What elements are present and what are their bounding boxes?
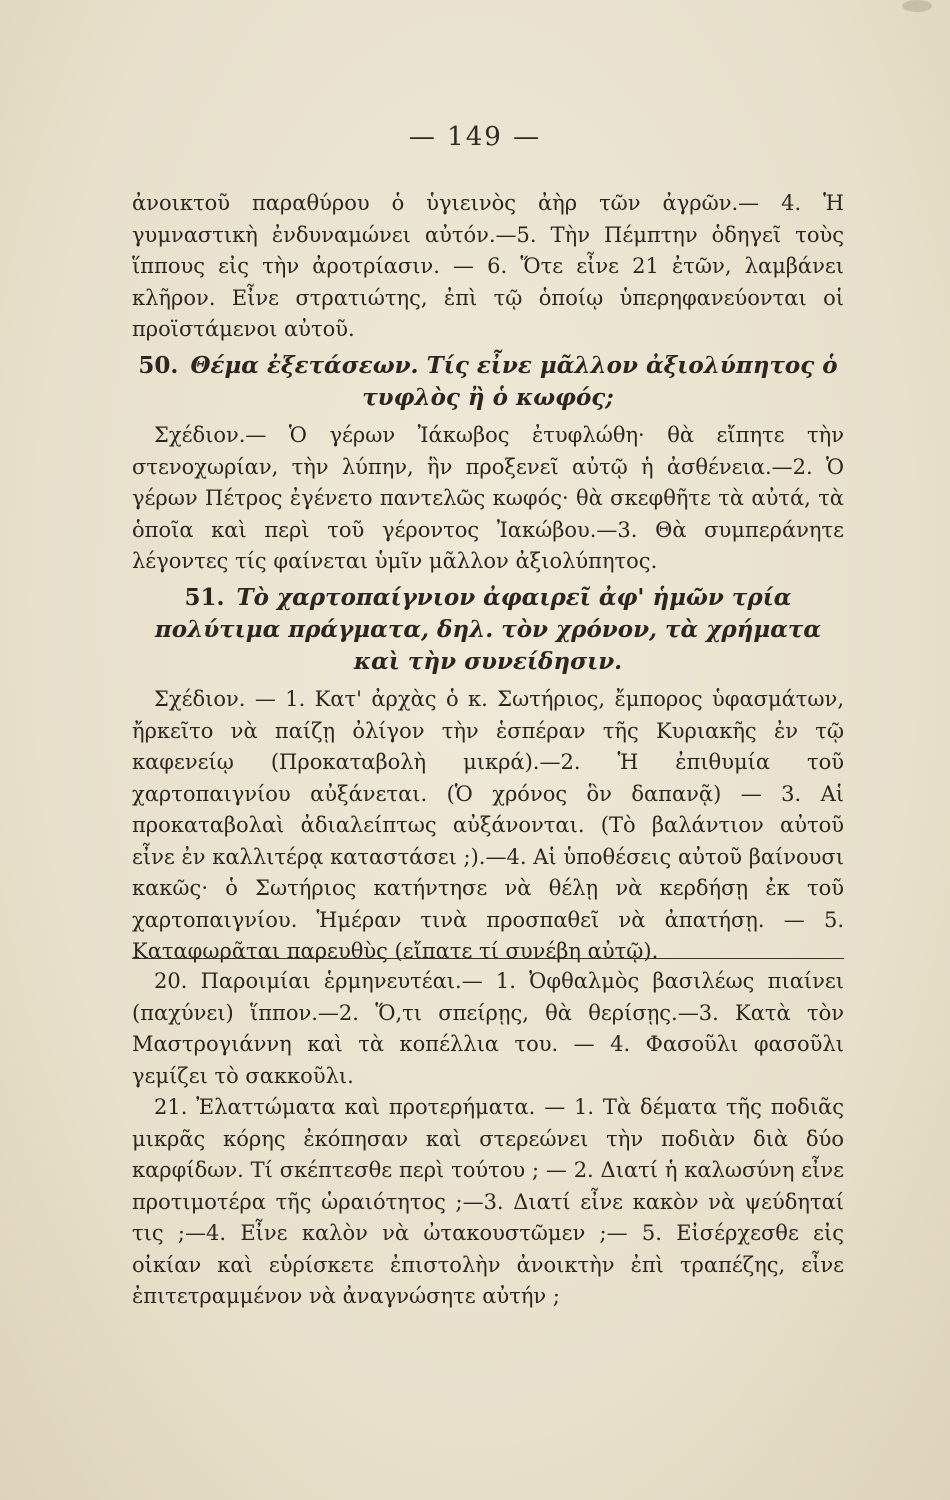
answers-block [132,966,844,1313]
section-number: 50. [138,352,179,379]
section-title: Θέμα ἐξετάσεων. Τίς εἶνε μᾶλλον ἀξιολύπητος ὁ τυφλὸς ἢ ὁ κωφός; [190,352,838,411]
section-divider [132,958,844,959]
section-title: Τὸ χαρτοπαίγνιον ἀφαιρεῖ ἀφ' ἡμῶν τρία πολύτιμα πράγματα, δηλ. τὸν χρόνον, τὰ χρήματα καὶ τὴν συνείδησιν. [154,584,822,675]
answer-paragraph: 21. Ἐλαττώματα καὶ προτερήματα. — 1. Τὰ δέματα τῆς ποδιᾶς μικρᾶς κόρης ἐκόπησαν καὶ στερεώνει τὴν ποδιὰν διὰ δύο καρφίδων. Τί σκέπτεσθε περὶ τούτου ; — 2. Διατί ἡ καλωσύνη εἶνε προτιμοτέρα τῆς ὡραιότητος ;—3. Διατί εἶνε κακὸν νὰ ψεύδηταί τις ;—4. Εἶνε καλὸν νὰ ὠτακουστῶμεν ;— 5. Εἰσέρχεσθε εἰς οἰκίαν καὶ εὑρίσκετε ἐπιστολὴν ἀνοικτὴν ἐπὶ τραπέζης, εἶνε ἐπιτετραμμένον νὰ ἀναγνώσητε αὐτήν ; [132,1095,844,1308]
section-heading [132,582,844,678]
section-heading [132,350,844,414]
paper-stain [902,0,932,12]
section-body: Σχέδιον. — 1. Κατ' ἀρχὰς ὁ κ. Σωτήριος, ἔμπορος ὑφασμάτων, ἤρκεῖτο νὰ παίζῃ ὀλίγον τὴν ἑσπέραν τῆς Κυριακῆς ἐν τῷ καφενείῳ (Προκαταβολὴ μικρά).—2. Ἡ ἐπιθυμία τοῦ χαρτοπαιγνίου αὐξάνεται. (Ὁ χρόνος ὃν δαπανᾷ) — 3. Αἱ προκαταβολαὶ ἀδιαλείπτως αὐξάνονται. (Τὸ βαλάντιον αὐτοῦ εἶνε ἐν καλλιτέρᾳ καταστάσει ;).—4. Αἱ ὑποθέσεις αὐτοῦ βαίνουσι κακῶς· ὁ Σωτήριος κατήντησε νὰ θέλῃ νὰ κερδήσῃ ἐκ τοῦ χαρτοπαιγνίου. Ἡμέραν τινὰ προσπαθεῖ νὰ ἀπατήσῃ. — 5. Καταφωρᾶται παρευθὺς (εἴπατε τί συνέβη αὐτῷ). [132,687,844,963]
intro-paragraph-block [132,188,844,346]
section-51 [132,582,844,968]
answer-paragraph: 20. Παροιμίαι ἑρμηνευτέαι.— 1. Ὀφθαλμὸς βασιλέως πιαίνει (παχύνει) ἵππον.—2. Ὅ,τι σπείρῃς, θὰ θερίσῃς.—3. Κατὰ τὸν Μαστρογιάννη καὶ τὰ κοπέλλια του. — 4. Φασοῦλι φασοῦλι γεμίζει τὸ σακκοῦλι. [132,969,844,1088]
page-number: — 149 — [408,122,542,152]
section-body: Σχέδιον.— Ὁ γέρων Ἰάκωβος ἐτυφλώθη· θὰ εἴπητε τὴν στενοχωρίαν, τὴν λύπην, ἣν προξενεῖ αὐτῷ ἡ ἀσθένεια.—2. Ὁ γέρων Πέτρος ἐγένετο παντελῶς κωφός· θὰ σκεφθῆτε τὰ αὐτά, τὰ ὁποῖα καὶ περὶ τοῦ γέροντος Ἰακώβου.—3. Θὰ συμπεράνητε λέγοντες τίς φαίνεται ὑμῖν μᾶλλον ἀξιολύπητος. [132,423,844,573]
section-number: 51. [184,584,225,611]
intro-paragraph: ἀνοικτοῦ παραθύρου ὁ ὑγιεινὸς ἀὴρ τῶν ἀγρῶν.— 4. Ἡ γυμναστικὴ ἐνδυναμώνει αὐτόν.—5. Τὴν Πέμπτην ὁδηγεῖ τοὺς ἵππους εἰς τὴν ἀροτρίασιν. — 6. Ὅτε εἶνε 21 ἐτῶν, λαμβάνει κλῆρον. Εἶνε στρατιώτης, ἐπὶ τῷ ὁποίῳ ὑπερηφανεύονται οἱ προϊστάμενοι αὐτοῦ. [132,191,844,341]
section-50 [132,350,844,578]
